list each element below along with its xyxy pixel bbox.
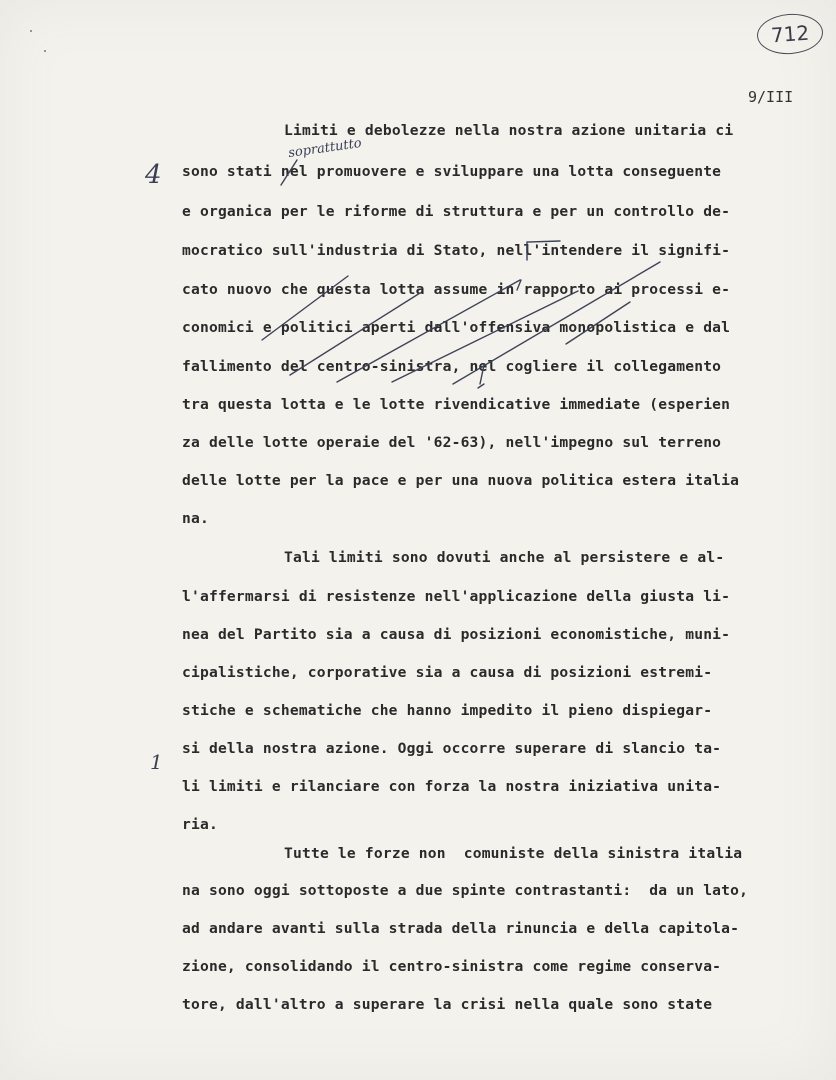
paper-speck [30,30,32,32]
page-label: 9/III [748,88,794,106]
text-line: zione, consolidando il centro-sinistra come regime conserva- [182,958,722,975]
margin-mark-1: 4 [145,160,162,190]
text-line: cipalistiche, corporative sia a causa di posizioni estremi- [182,664,713,681]
handwritten-insert: soprattutto [287,135,363,162]
text-line: delle lotte per la pace e per una nuova politica estera italia [182,472,740,489]
paper-speck [44,50,46,52]
text-line: tore, dall'altro a superare la crisi nella quale sono state [182,996,713,1013]
text-line: Limiti e debolezze nella nostra azione unitaria ci [284,122,734,139]
text-line: ria. [182,816,218,833]
text-line: e organica per le riforme di struttura e per un controllo de- [182,203,731,220]
text-line: si della nostra azione. Oggi occorre superare di slancio ta- [182,740,722,757]
text-line: li limiti e rilanciare con forza la nostra iniziativa unita- [182,778,722,795]
text-line: nea del Partito sia a causa di posizioni economistiche, muni- [182,626,731,643]
text-line: stiche e schematiche che hanno impedito il pieno dispiegar- [182,702,713,719]
text-line: cato nuovo che questa lotta assume in rapporto ai processi e- [182,281,731,298]
text-line: Tutte le forze non comuniste della sinistra italia [284,845,743,862]
text-line: na sono oggi sottoposte a due spinte contrastanti: da un lato, [182,882,749,899]
margin-mark-2: 1 [150,750,163,774]
text-line: Tali limiti sono dovuti anche al persistere e al- [284,549,725,566]
text-line: conomici e politici aperti dall'offensiva monopolistica e dal [182,319,731,336]
text-line: mocratico sull'industria di Stato, nell'intendere il signifi- [182,242,731,259]
text-line: na. [182,510,209,527]
text-line: fallimento del centro-sinistra, nel cogliere il collegamento [182,358,722,375]
text-line: ad andare avanti sulla strada della rinuncia e della capitola- [182,920,740,937]
text-line: l'affermarsi di resistenze nell'applicazione della giusta li- [182,588,731,605]
text-line: sono stati nel promuovere e sviluppare una lotta conseguente [182,163,722,180]
text-line: tra questa lotta e le lotte rivendicative immediate (esperien [182,396,731,413]
text-line: za delle lotte operaie del '62-63), nell'impegno sul terreno [182,434,722,451]
archive-number-stamp [756,12,825,57]
stamp-number: 712 [770,20,810,48]
